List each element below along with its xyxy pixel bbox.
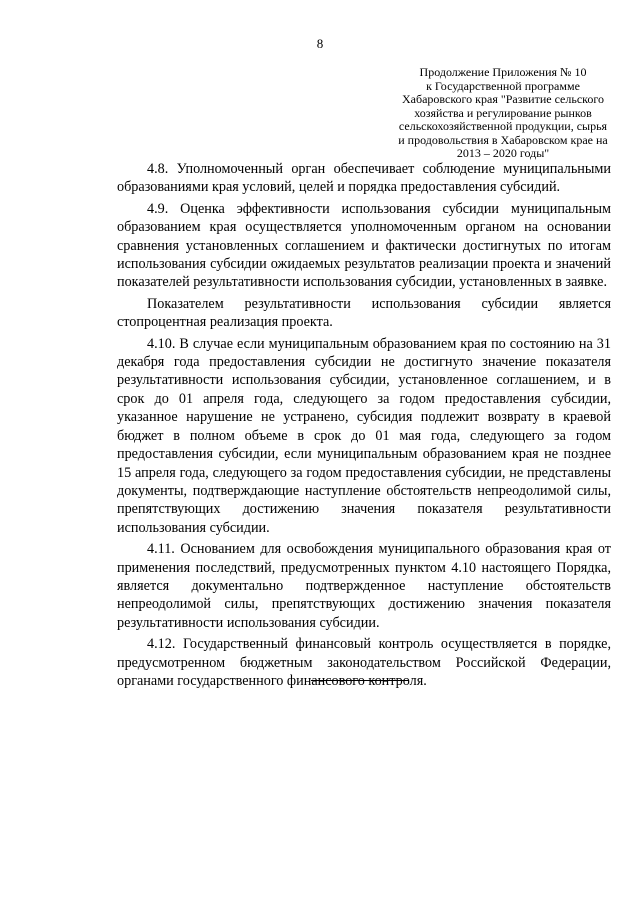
paragraph-indicator: Показателем результативности использования субсидии является стопроцентная реализация проекта. [117, 295, 611, 331]
page-number: 8 [316, 36, 324, 51]
appendix-header-line: хозяйства и регулирование рынков [414, 105, 592, 120]
closing-divider [311, 680, 409, 681]
paragraph-4-9: 4.9. Оценка эффективности использования субсидии муниципальным образованием края осуществляется уполномоченным органом на основании сравнения установленных соглашением и фактически достигнутых по итогам использования субсидии ожидаемых результатов реализации проекта и значений показателей результативности использования субсидии, установленных в заявке. [117, 200, 611, 291]
paragraph-4-8: 4.8. Уполномоченный орган обеспечивает соблюдение муниципальными образованиями края условий, целей и порядка предоставления субсидий. [117, 161, 611, 196]
appendix-header-line: сельскохозяйственной продукции, сырья [398, 119, 608, 133]
paragraph-4-12: 4.12. Государственный финансовый контроль осуществляется в порядке, предусмотренном бюджетным законодательством Российской Федерации, органами государственного финансового контроля. [117, 636, 611, 689]
paragraph-4-11: 4.11. Основанием для освобождения муниципального образования края от применения последствий, предусмотренных пунктом 4.10 настоящего Порядка, является документально подтвержденное наступление обстоятельств непреодолимой силы, препятствующих достижению значения показателя результативности использования субсидии. [117, 541, 611, 631]
appendix-header-line: к Государственной программе [426, 78, 580, 93]
paragraph-4-10: 4.10. В случае если муниципальным образованием края по состоянию на 31 декабря года предоставления субсидии не достигнуто значение показателя результативности использования субсидии, установленное соглашением, и в срок до 01 апреля года, следующего за годом предоставления субсидии, указанное нарушение не устранено, субсидия подлежит возврату в краевой бюджет в полном объеме в срок до 01 мая года, следующего за годом предоставления субсидии, если муниципальным образованием края не позднее 15 апреля года, следующего за годом предоставления субсидии, не представлены документы, подтверждающие наступление обстоятельств непреодолимой силы, препятствующих достижению значения показателя результативности использования субсидии. [117, 335, 611, 536]
appendix-header-line: 2013 – 2020 годы" [456, 146, 550, 160]
appendix-header-line: Хабаровского края "Развитие сельского [401, 92, 604, 106]
appendix-header-line: и продовольствия в Хабаровском крае на [398, 132, 608, 147]
appendix-header-line: Продолжение Приложения № 10 [419, 65, 587, 79]
body-text [117, 160, 611, 690]
appendix-header [382, 66, 624, 161]
